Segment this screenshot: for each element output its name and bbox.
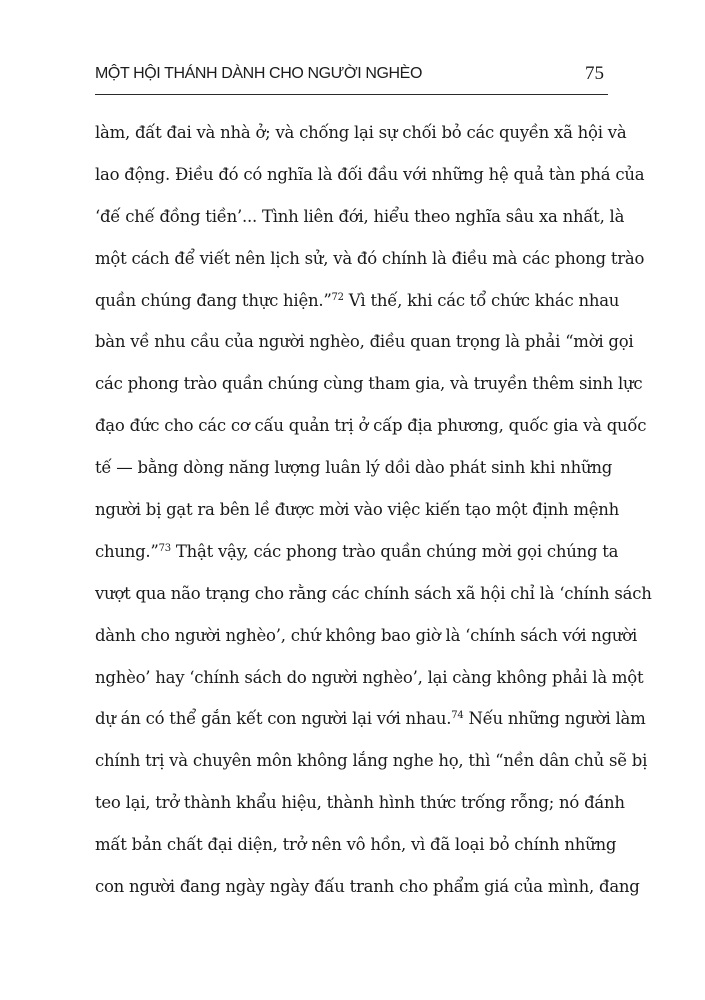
text-segment: Nếu những người làm (463, 709, 646, 729)
text-segment: dự án có thể gắn kết con người lại với nhau. (95, 709, 452, 729)
text-line: mất bản chất đại diện, trở nên vô hồn, vì đã loại bỏ chính những (95, 835, 617, 855)
page-number: 75 (585, 63, 604, 84)
footnote-ref-73: 73 (158, 542, 171, 554)
running-title: MỘT HỘI THÁNH DÀNH CHO NGƯỜI NGHÈO (95, 65, 422, 82)
text-line: dành cho người nghèo’, chứ không bao giờ là ‘chính sách với người (95, 625, 638, 645)
text-line: làm, đất đai và nhà ở; và chống lại sự chối bỏ các quyền xã hội và (95, 123, 627, 142)
text-segment: Thật vậy, các phong trào quần chúng mời gọi chúng ta (170, 541, 619, 561)
text-line: đạo đức cho các cơ cấu quản trị ở cấp địa phương, quốc gia và quốc (95, 416, 647, 436)
text-segment: quần chúng đang thực hiện.” (95, 290, 332, 310)
text-line-with-footnote-73 (95, 531, 619, 573)
text-line: teo lại, trở thành khẩu hiệu, thành hình thức trống rỗng; nó đánh (95, 793, 625, 813)
text-line-with-footnote-74 (95, 698, 646, 740)
body-text (95, 112, 652, 908)
text-line: lao động. Điều đó có nghĩa là đối đầu với những hệ quả tàn phá của (95, 164, 645, 184)
header-rule (95, 94, 608, 95)
text-line: các phong trào quần chúng cùng tham gia, và truyền thêm sinh lực (95, 374, 643, 394)
text-line: con người đang ngày ngày đấu tranh cho phẩm giá của mình, đang (95, 877, 640, 897)
footnote-ref-72: 72 (331, 291, 344, 303)
text-line: tế — bằng dòng năng lượng luân lý dồi dào phát sinh khi những (95, 458, 613, 478)
footnote-ref-74: 74 (451, 710, 464, 722)
text-line: ‘đế chế đồng tiền’... Tình liên đới, hiểu theo nghĩa sâu xa nhất, là (95, 206, 625, 226)
text-segment: Vì thế, khi các tổ chức khác nhau (343, 290, 620, 310)
text-segment: chung.” (95, 541, 159, 561)
text-line: vượt qua não trạng cho rằng các chính sách xã hội chỉ là ‘chính sách (95, 583, 652, 603)
text-line: bàn về nhu cầu của người nghèo, điều quan trọng là phải “mời gọi (95, 332, 634, 352)
text-line-with-footnote-72 (95, 280, 620, 322)
running-header (95, 62, 608, 92)
text-line: người bị gạt ra bên lề được mời vào việc kiến tạo một định mệnh (95, 500, 620, 520)
text-line: chính trị và chuyên môn không lắng nghe họ, thì “nền dân chủ sẽ bị (95, 751, 648, 771)
text-line: một cách để viết nên lịch sử, và đó chính là điều mà các phong trào (95, 248, 645, 268)
text-line: nghèo’ hay ‘chính sách do người nghèo’, lại càng không phải là một (95, 667, 644, 687)
